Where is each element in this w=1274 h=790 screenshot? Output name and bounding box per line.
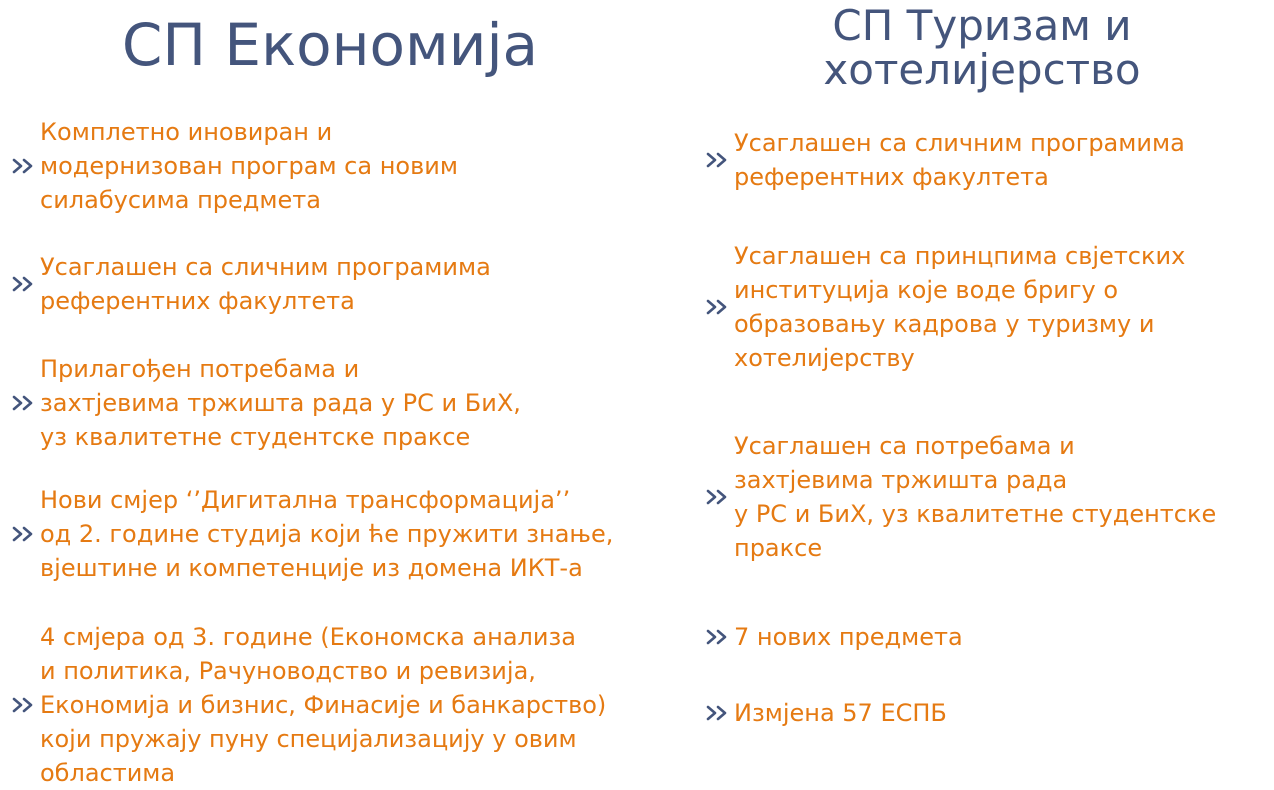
right-column-title: СП Туризам и хотелијерство (823, 1, 1141, 94)
double-chevron-right-icon (706, 152, 734, 168)
list-item-text: Усаглашен са принцпима свјетских институција које воде бригу о образовању кадрова у туризму и хотелијерству (734, 242, 1186, 372)
list-item (12, 115, 458, 217)
list-item (706, 429, 1216, 565)
double-chevron-right-icon (12, 697, 40, 713)
double-chevron-right-icon (12, 395, 40, 411)
list-item (706, 620, 963, 654)
list-item-text: Прилагођен потребама и захтјевима тржишта рада у РС и БиХ, уз квалитетне студентске праксе (40, 355, 521, 451)
list-item-text: Нови смјер ‘’Дигитална трансформација’’ од 2. године студија који ће пружити знање, вјештине и компетенције из домена ИКТ-а (40, 486, 614, 582)
double-chevron-right-icon (706, 489, 734, 505)
list-item (12, 483, 613, 585)
list-item-text: Усаглашен са сличним програмима референтних факултета (734, 129, 1185, 191)
list-item (12, 620, 606, 790)
list-item (12, 250, 491, 318)
list-item-text: Усаглашен са сличним програмима референтних факултета (40, 253, 491, 315)
list-item-text: Измјена 57 ЕСПБ (734, 699, 947, 727)
right-column (690, 0, 1274, 785)
list-item (706, 126, 1185, 194)
list-item (12, 352, 521, 454)
double-chevron-right-icon (706, 629, 734, 645)
double-chevron-right-icon (706, 299, 734, 315)
list-item-text: Комплетно иновиран и модернизован програм са новим силабусима предмета (40, 118, 458, 214)
list-item-text: Усаглашен са потребама и захтјевима тржишта рада у РС и БиХ, уз квалитетне студентске праксе (734, 432, 1217, 562)
double-chevron-right-icon (12, 276, 40, 292)
list-item-text: 4 смјера од 3. године (Економска анализа и политика, Рачуноводство и ревизија, Економија и бизнис, Финасије и банкарство) који пружају пуну специјализацију у овим областима (40, 623, 607, 787)
list-item (706, 696, 947, 730)
double-chevron-right-icon (12, 158, 40, 174)
double-chevron-right-icon (706, 705, 734, 721)
double-chevron-right-icon (12, 526, 40, 542)
left-column-title: СП Економија (121, 11, 539, 79)
list-item-text: 7 нових предмета (734, 623, 963, 651)
list-item (706, 239, 1185, 375)
